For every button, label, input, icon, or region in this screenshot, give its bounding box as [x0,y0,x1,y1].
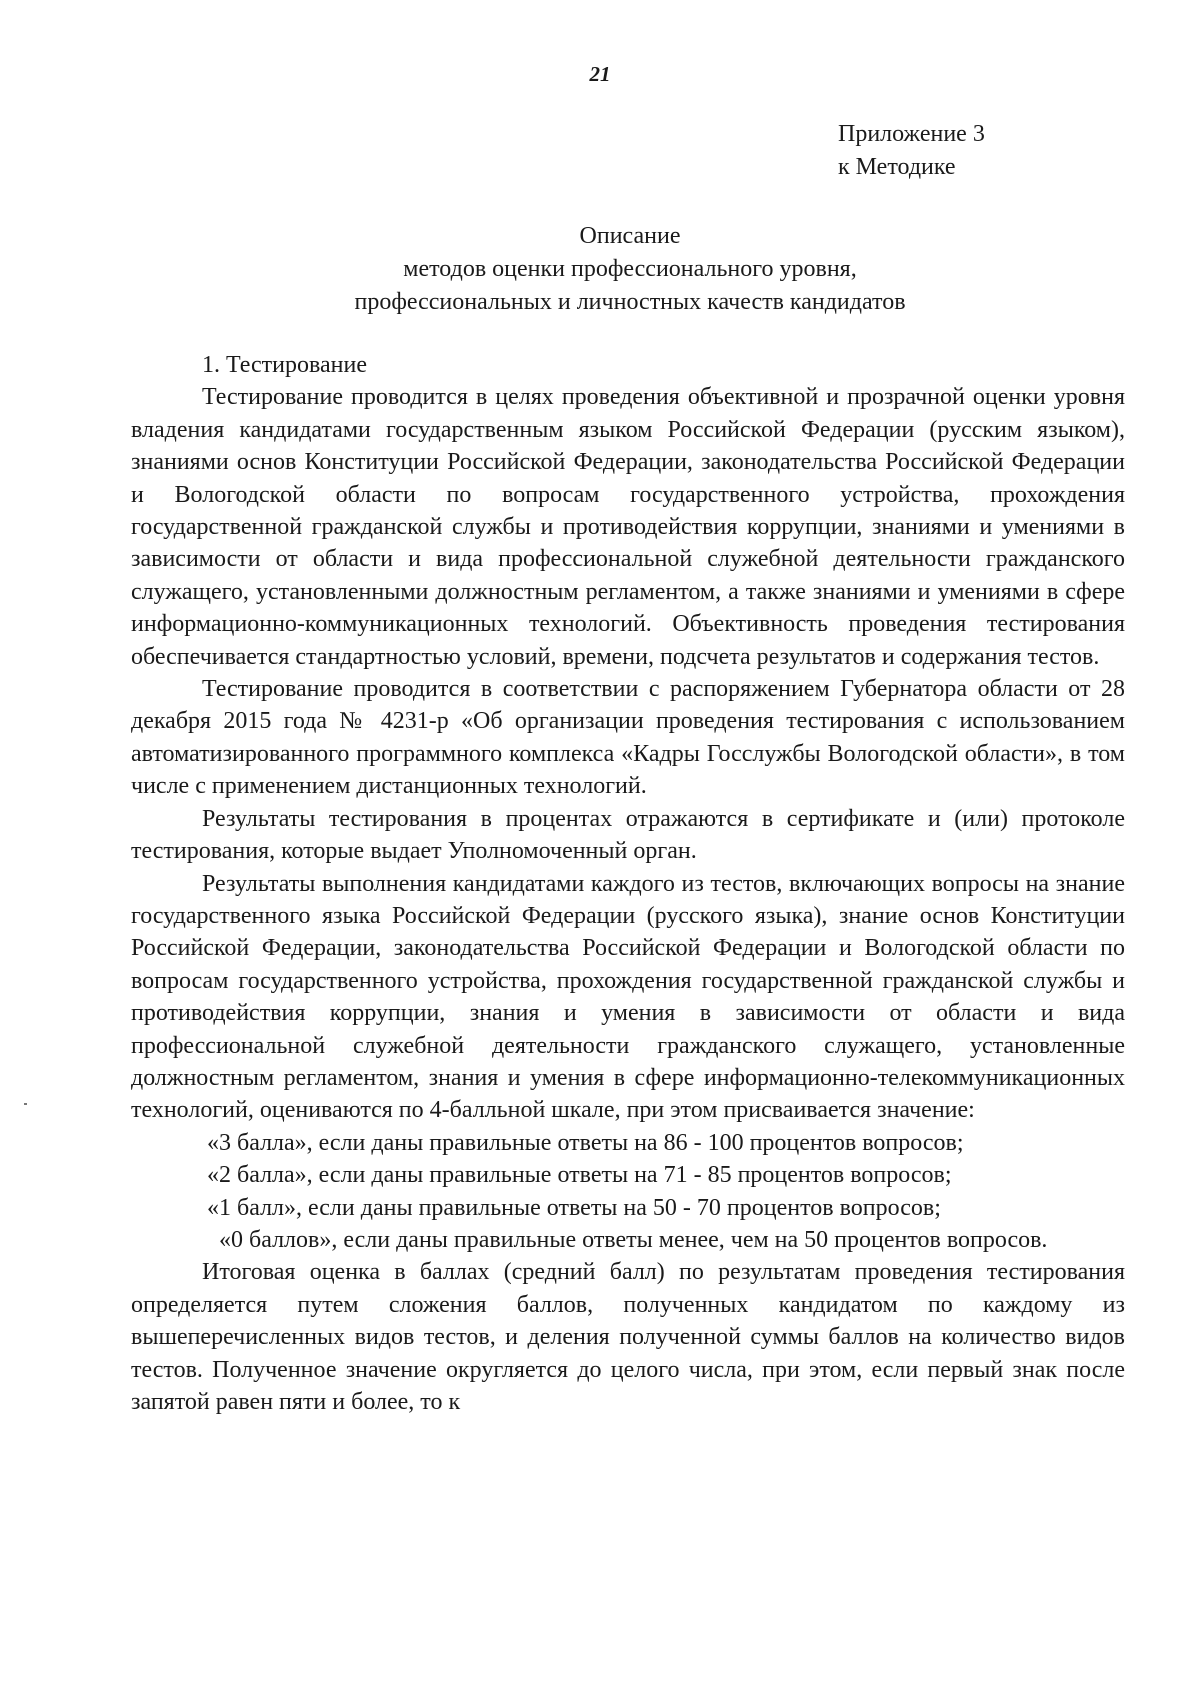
page-number: 21 [589,62,611,86]
score-item-1: «1 балл», если даны правильные ответы на 50 - 70 процентов вопросов; [207,1194,941,1221]
score-item-3: «3 балла», если даны правильные ответы на 86 - 100 процентов вопросов; [207,1129,964,1156]
document-title [0,220,1200,319]
document-body [131,349,1125,1418]
title-line-1: Описание [579,223,681,249]
paragraph-final-score: Итоговая оценка в баллах (средний балл) по результатам проведения тестирования определяется путем сложения баллов, полученных кандидатом по каждому из вышеперечисленных видов тестов, и деления полученной суммы баллов на количество видов тестов. Полученное значение округляется до целого числа, при этом, если первый знак после запятой равен пяти и более, то к [131,1259,1125,1415]
appendix-line-2: к Методике [838,154,956,180]
paragraph-order: Тестирование проводится в соответствии с распоряжением Губернатора области от 28 декабря 2015 года № 4231-р «Об организации проведения тестирования с использованием автоматизированного программного комплекса «Кадры Госслужбы Вологодской области», в том числе с применением дистанционных технологий. [131,676,1125,800]
title-line-3: профессиональных и личностных качеств кандидатов [354,289,906,315]
score-item-2: «2 балла», если даны правильные ответы на 71 - 85 процентов вопросов; [207,1162,952,1189]
appendix-line-1: Приложение 3 [838,121,985,147]
paragraph-scale: Результаты выполнения кандидатами каждого из тестов, включающих вопросы на знание государственного языка Российской Федерации (русского языка), знание основ Конституции Российской Федерации, законодательства Российской Федерации и Вологодской области по вопросам государственного устройства, прохождения государственной гражданской службы и противодействия коррупции, знания и умения в зависимости от области и вида профессиональной служебной деятельности гражданского служащего, установленные должностным регламентом, знания и умения в сфере информационно-телекоммуникационных технологий, оцениваются по 4-балльной шкале, при этом присваивается значение: [131,870,1125,1124]
paragraph-purpose: Тестирование проводится в целях проведения объективной и прозрачной оценки уровня владения кандидатами государственным языком Российской Федерации (русским языком), знаниями основ Конституции Российской Федерации, законодательства Российской Федерации и Вологодской области по вопросам государственного устройства, прохождения государственной гражданской службы и противодействия коррупции, знаниями и умениями в зависимости от области и вида профессиональной служебной деятельности гражданского служащего, установленными должностным регламентом, а также знаниями и умениями в сфере информационно-коммуникационных технологий. Объективность проведения тестирования обеспечивается стандартностью условий, времени, подсчета результатов и содержания тестов. [131,384,1125,670]
paragraph-results: Результаты тестирования в процентах отражаются в сертификате и (или) протоколе тестирования, которые выдает Уполномоченный орган. [131,805,1125,865]
title-line-2: методов оценки профессионального уровня, [403,256,857,282]
section-heading: 1. Тестирование [202,352,367,378]
scan-artifact [24,1103,27,1105]
score-item-0: «0 баллов», если даны правильные ответы менее, чем на 50 процентов вопросов. [219,1226,1048,1253]
appendix-reference [838,118,985,184]
